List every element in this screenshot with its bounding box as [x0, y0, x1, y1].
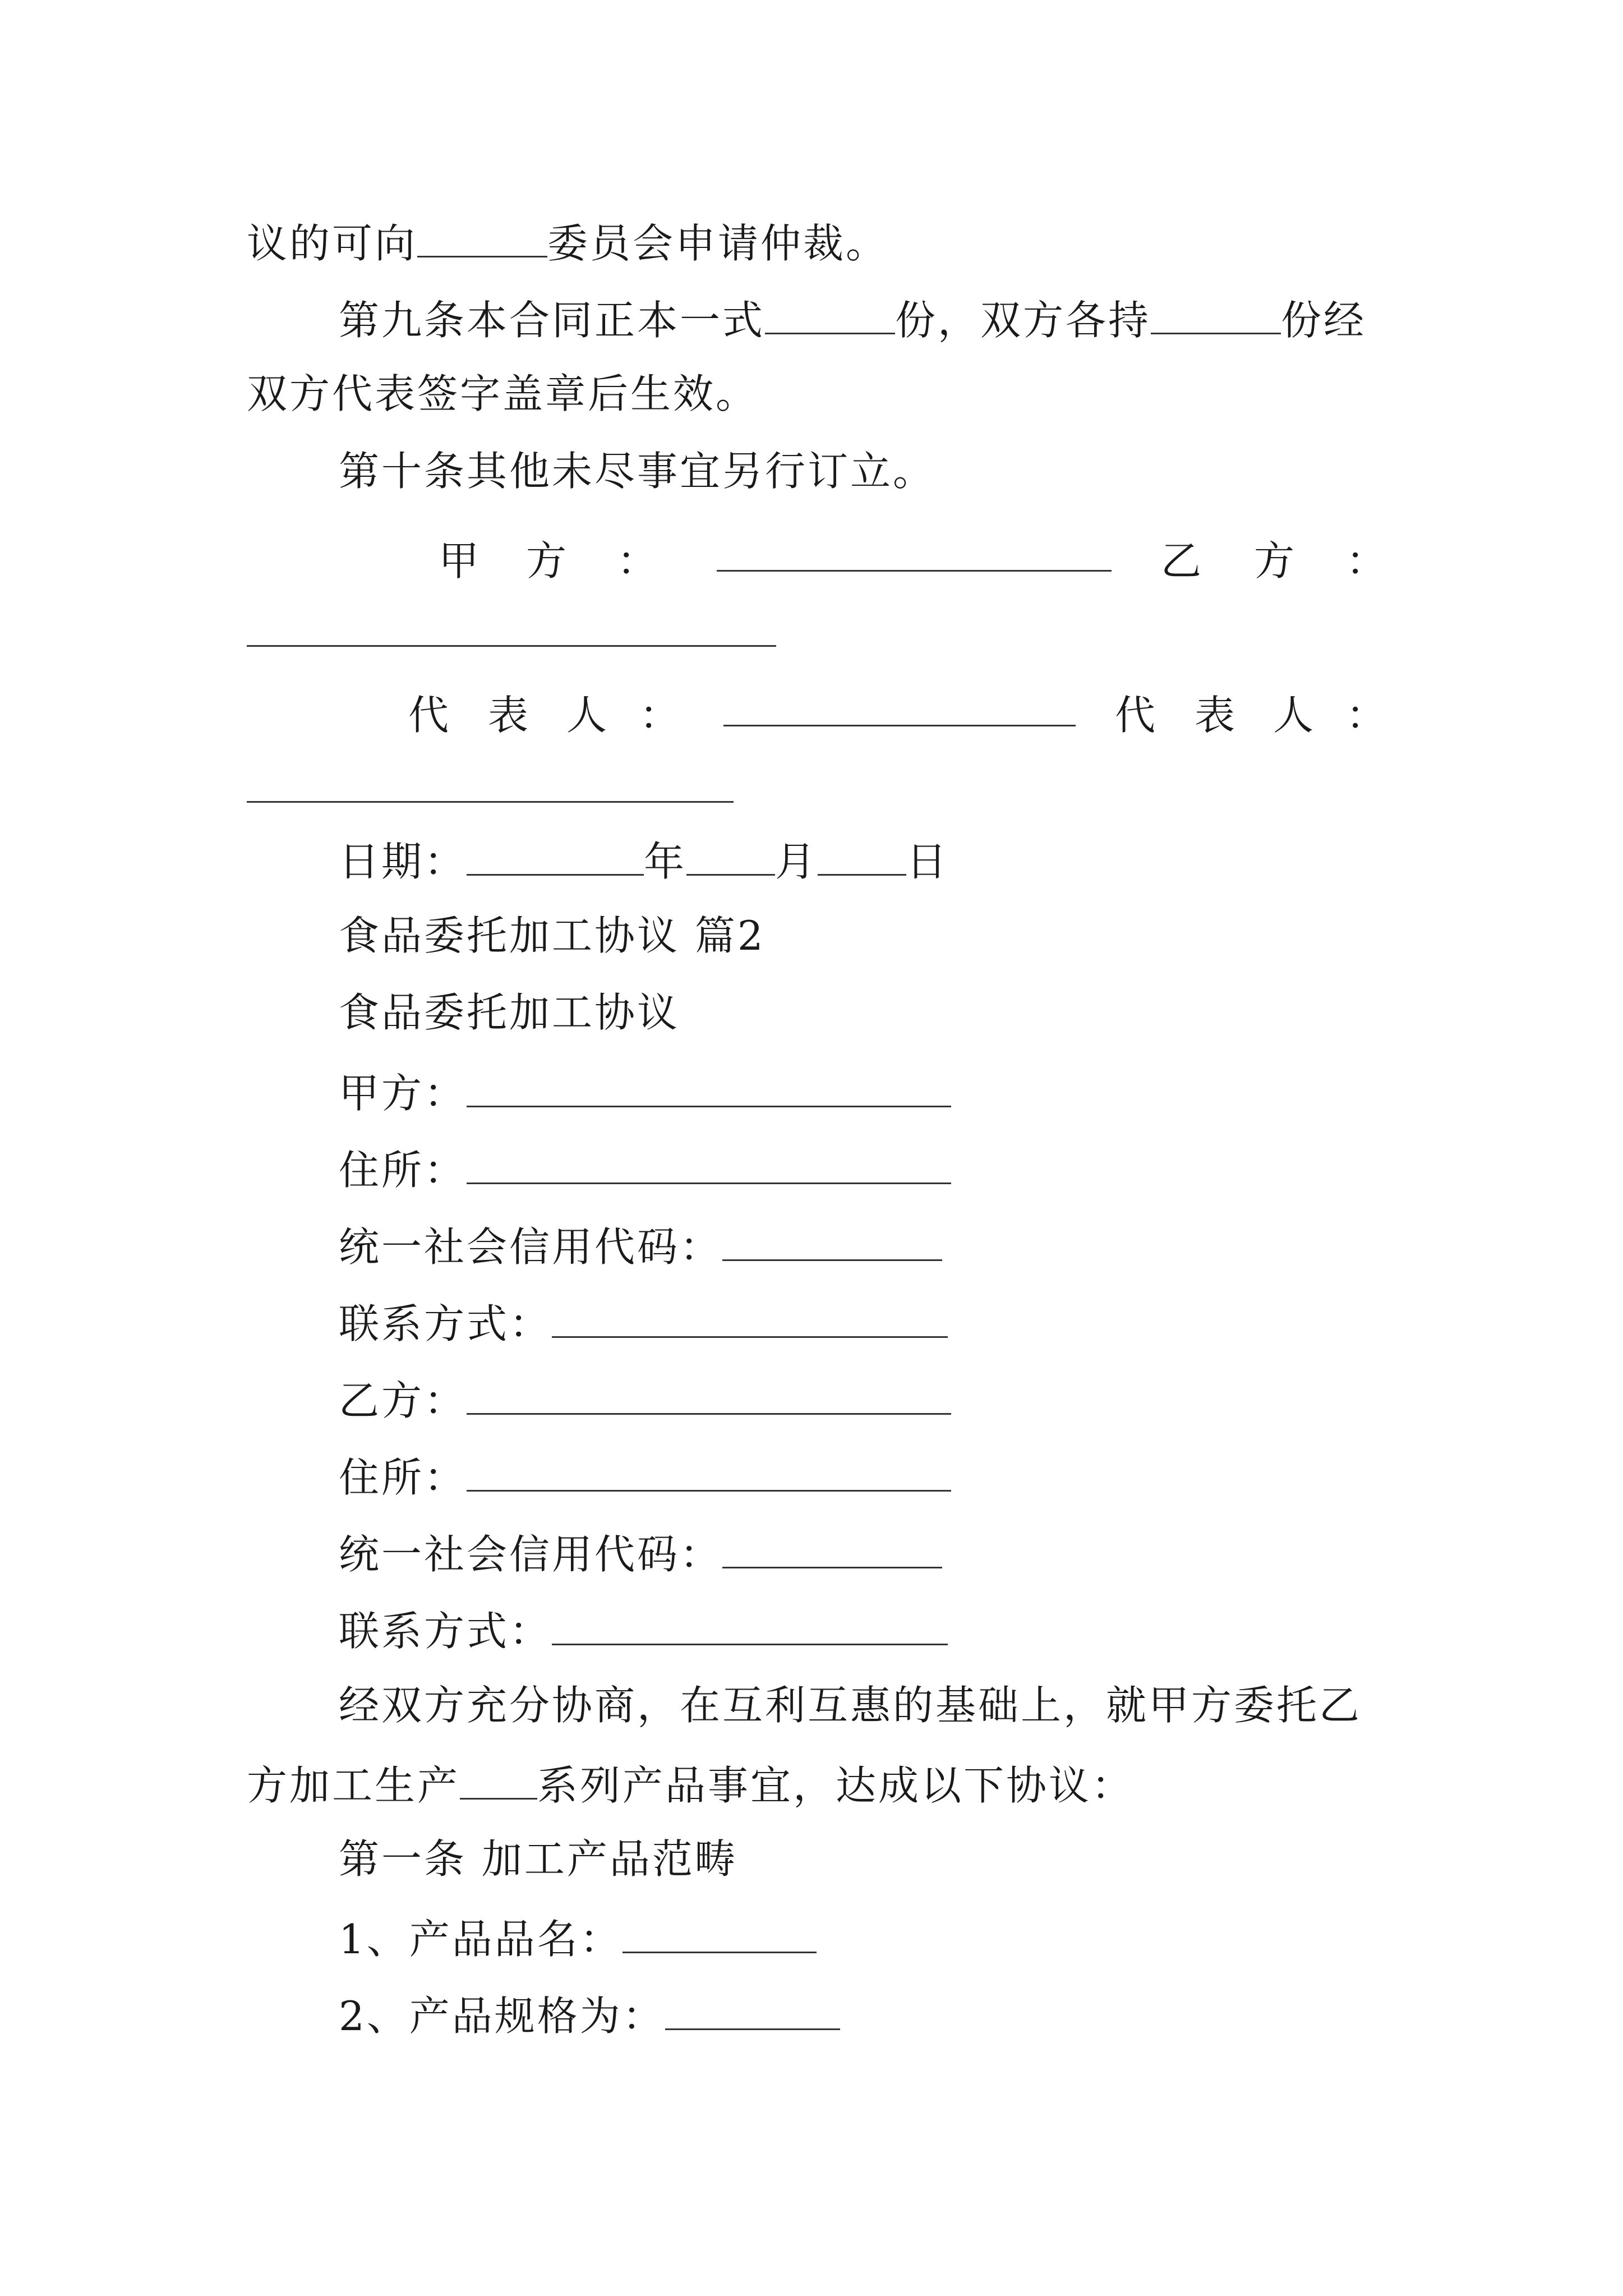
sign-char: 方 — [1254, 537, 1295, 585]
field-label: 甲方： — [339, 1070, 467, 1117]
field-label: 统一社会信用代码： — [339, 1223, 723, 1271]
party-a-field[interactable] — [467, 1070, 951, 1107]
sign-char: ： — [617, 537, 658, 585]
party-b-address-field[interactable] — [467, 1454, 951, 1492]
party-a-code-line — [339, 1223, 942, 1271]
text-line: 双方代表签字盖章后生效。 — [247, 370, 759, 417]
signature-blank[interactable] — [717, 570, 1112, 572]
sign-char: ： — [639, 692, 680, 739]
party-b-code-line — [339, 1531, 942, 1578]
party-a-address-line — [339, 1147, 951, 1194]
fill-blank[interactable] — [1151, 297, 1281, 334]
paragraph-line — [247, 1762, 1135, 1809]
text-segment: 月 — [775, 838, 818, 885]
party-a-address-field[interactable] — [467, 1147, 951, 1184]
sign-char: 方 — [526, 537, 567, 585]
text-line — [247, 220, 889, 267]
party-b-code-field[interactable] — [722, 1531, 942, 1568]
signature-blank[interactable] — [247, 645, 776, 647]
month-blank[interactable] — [686, 838, 775, 876]
product-name-field[interactable] — [623, 1916, 817, 1953]
field-label: 联系方式： — [339, 1300, 552, 1347]
party-b-field[interactable] — [467, 1377, 951, 1415]
party-a-contact-field[interactable] — [552, 1300, 948, 1338]
date-line — [339, 838, 949, 885]
sign-char: 乙 — [1161, 537, 1202, 585]
signature-blank[interactable] — [247, 801, 734, 803]
sign-char: 代 — [408, 692, 449, 739]
party-b-contact-field[interactable] — [552, 1608, 948, 1645]
product-spec-field[interactable] — [665, 1993, 840, 2030]
text-segment: 日期： — [339, 838, 467, 885]
fill-blank[interactable] — [765, 297, 895, 334]
sign-char: 甲 — [439, 537, 479, 585]
text-segment: 方加工生产 — [247, 1762, 460, 1809]
sign-char: 代 — [1115, 692, 1156, 739]
sign-char: 表 — [1195, 692, 1235, 739]
text-segment: 日 — [906, 838, 949, 885]
day-blank[interactable] — [818, 838, 906, 876]
sign-char: 人 — [1273, 692, 1314, 739]
text-line: 第十条其他未尽事宜另行订立。 — [339, 448, 936, 495]
document-title: 食品委托加工协议 — [339, 989, 680, 1036]
text-segment: 份经 — [1281, 297, 1367, 344]
field-label: 乙方： — [339, 1377, 467, 1424]
year-blank[interactable] — [467, 838, 644, 876]
party-b-line — [339, 1377, 951, 1424]
field-label: 统一社会信用代码： — [339, 1531, 723, 1578]
signature-blank[interactable] — [723, 725, 1076, 726]
party-a-contact-line — [339, 1300, 948, 1347]
paragraph-line: 经双方充分协商，在互利互惠的基础上，就甲方委托乙 — [339, 1682, 1362, 1729]
item-line — [339, 1916, 817, 1963]
fill-blank[interactable] — [417, 220, 547, 257]
article-heading: 第一条 加工产品范畴 — [339, 1835, 737, 1883]
sign-char: 表 — [488, 692, 529, 739]
sign-char: 人 — [566, 692, 607, 739]
sign-char: ： — [1346, 692, 1387, 739]
product-series-blank[interactable] — [460, 1762, 537, 1800]
text-segment: 系列产品事宜，达成以下协议： — [537, 1762, 1135, 1809]
party-a-line — [339, 1070, 951, 1117]
text-segment: 议的可向 — [247, 220, 418, 267]
field-label: 住所： — [339, 1454, 467, 1501]
field-label: 2、产品规格为： — [339, 1993, 665, 2040]
sign-char: ： — [1346, 537, 1387, 585]
field-label: 住所： — [339, 1147, 467, 1194]
text-segment: 第九条本合同正本一式 — [339, 297, 766, 344]
party-b-address-line — [339, 1454, 951, 1501]
text-segment: 年 — [644, 838, 687, 885]
item-line — [339, 1993, 840, 2040]
text-line — [339, 297, 1367, 344]
party-b-contact-line — [339, 1608, 948, 1655]
field-label: 联系方式： — [339, 1608, 552, 1655]
text-segment: 份，双方各持 — [895, 297, 1151, 344]
field-label: 1、产品品名： — [339, 1916, 623, 1963]
text-segment: 委员会申请仲裁。 — [547, 220, 889, 267]
section-heading: 食品委托加工协议 篇2 — [339, 912, 766, 959]
party-a-code-field[interactable] — [722, 1223, 942, 1261]
